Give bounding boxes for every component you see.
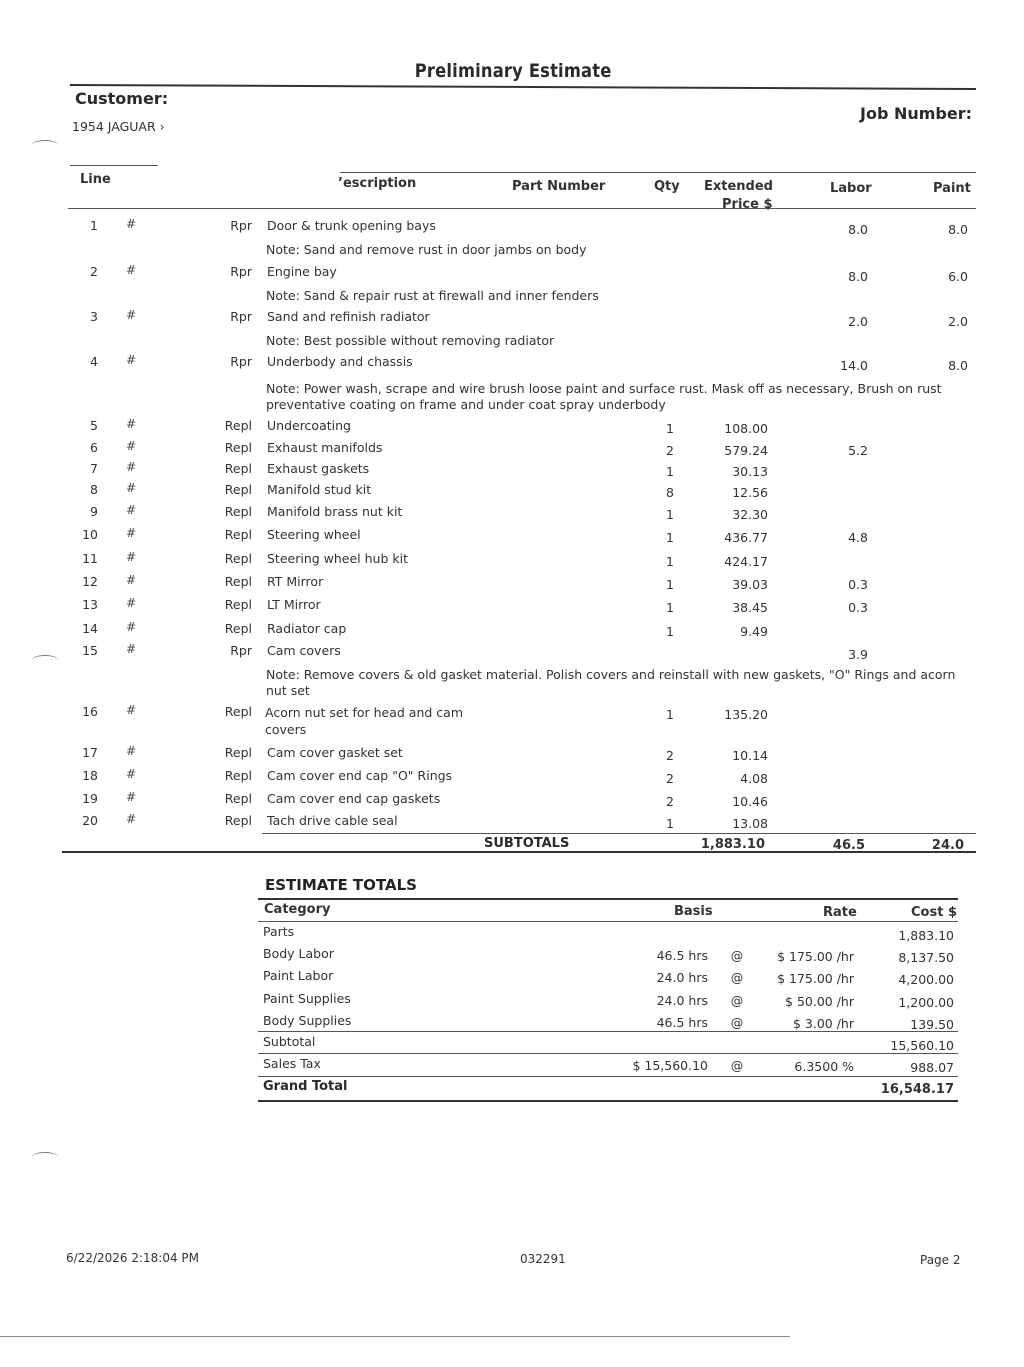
subtotal-price: 1,883.10	[700, 837, 765, 852]
row-line-number: 2	[90, 264, 98, 279]
row-line-number: 15	[82, 643, 98, 658]
row-line-number: 8	[90, 482, 98, 497]
row-extended-price: 424.17	[724, 554, 768, 569]
row-description: Steering wheel hub kit	[267, 551, 408, 566]
row-qty: 1	[666, 507, 674, 522]
row-operation: Rpr	[230, 354, 252, 369]
footer-page: Page 2	[920, 1253, 961, 1267]
totals-rate: $ 3.00 /hr	[792, 1016, 854, 1031]
grand-total-label: Grand Total	[263, 1079, 348, 1094]
row-extended-price: 9.49	[740, 624, 768, 639]
row-qty: 1	[666, 816, 674, 831]
totals-category: Parts	[263, 924, 295, 939]
totals-category: Subtotal	[263, 1034, 316, 1049]
row-qty: 1	[666, 577, 674, 592]
row-description: Exhaust gaskets	[267, 461, 370, 476]
estimate-totals-title: ESTIMATE TOTALS	[265, 876, 417, 894]
row-qty: 2	[666, 794, 674, 809]
row-labor: 4.8	[848, 530, 868, 545]
row-line-number: 1	[90, 218, 98, 233]
row-extended-price: 579.24	[724, 443, 768, 458]
totals-category: Body Supplies	[263, 1013, 352, 1028]
row-operation: Repl	[224, 461, 252, 476]
row-description: Steering wheel	[267, 527, 361, 542]
row-qty: 1	[666, 554, 674, 569]
col-labor: Labor	[830, 181, 872, 196]
row-extended-price: 10.14	[732, 748, 768, 763]
totals-post-subtotal-rule	[258, 1053, 958, 1054]
row-line-number: 11	[82, 551, 98, 566]
row-paint: 6.0	[948, 269, 968, 284]
row-description: Manifold brass nut kit	[267, 504, 403, 519]
totals-basis: 24.0 hrs	[656, 970, 708, 985]
row-operation: Repl	[224, 574, 252, 589]
scan-edge-line	[0, 1336, 790, 1337]
totals-top-rule	[258, 898, 958, 900]
row-note: Note: Sand and remove rust in door jambs on body	[266, 242, 587, 257]
row-qty: 1	[666, 624, 674, 639]
header-bottom-rule	[68, 208, 976, 209]
row-labor: 14.0	[840, 358, 868, 373]
row-extended-price: 39.03	[732, 577, 768, 592]
row-qty: 1	[666, 421, 674, 436]
row-labor: 2.0	[848, 314, 868, 329]
row-line-number: 9	[90, 504, 98, 519]
row-paint: 2.0	[948, 314, 968, 329]
row-mark: #	[126, 767, 137, 781]
row-note: Note: Power wash, scrape and wire brush loose paint and surface rust. Mask off as necessary, Brush on rust preventative coating on frame and under coat spray underbody	[266, 381, 942, 412]
row-qty: 8	[666, 485, 674, 500]
col-description: ’escription	[338, 176, 417, 191]
row-operation: Repl	[224, 551, 252, 566]
row-operation: Rpr	[230, 309, 252, 324]
row-line-number: 18	[82, 768, 98, 783]
row-line-number: 17	[82, 745, 98, 760]
totals-category: Paint Supplies	[263, 991, 351, 1006]
row-mark: #	[126, 550, 137, 564]
row-mark: #	[126, 460, 137, 474]
row-description: Engine bay	[267, 264, 337, 279]
totals-col-cost: Cost $	[911, 905, 957, 920]
customer-label: Customer:	[75, 89, 169, 108]
row-mark: #	[126, 642, 137, 656]
row-note: Note: Remove covers & old gasket material. Polish covers and reinstall with new gaskets, "O" Rings and acorn nut set	[266, 667, 956, 698]
totals-cost: 1,883.10	[898, 928, 954, 943]
row-qty: 2	[666, 443, 674, 458]
row-mark: #	[126, 620, 137, 634]
row-mark: #	[126, 263, 137, 277]
col-part-number: Part Number	[512, 179, 606, 194]
row-extended-price: 12.56	[732, 485, 768, 500]
row-description: RT Mirror	[267, 574, 324, 589]
totals-col-basis: Basis	[674, 904, 713, 919]
punch-mark	[32, 140, 58, 150]
totals-rate: $ 175.00 /hr	[777, 971, 854, 986]
subtotals-label: SUBTOTALS	[484, 836, 570, 851]
punch-mark	[32, 655, 58, 665]
row-description: Sand and refinish radiator	[267, 309, 430, 324]
row-line-number: 20	[82, 813, 98, 828]
totals-rate: 6.3500 %	[794, 1059, 854, 1074]
totals-cost: 1,200.00	[898, 995, 954, 1010]
row-mark: #	[126, 573, 137, 587]
row-extended-price: 436.77	[724, 530, 768, 545]
row-description: Cam cover end cap gaskets	[267, 791, 441, 806]
row-operation: Repl	[224, 621, 252, 636]
subtotal-labor: 46.5	[832, 838, 865, 853]
row-extended-price: 135.20	[724, 707, 768, 722]
row-mark: #	[126, 790, 137, 804]
row-qty: 1	[666, 530, 674, 545]
row-description: Door & trunk opening bays	[267, 218, 436, 233]
row-line-number: 3	[90, 309, 98, 324]
row-operation: Rpr	[230, 643, 252, 658]
row-operation: Repl	[224, 745, 252, 760]
subtotal-bottom-rule	[62, 851, 976, 853]
footer-code: 032291	[520, 1252, 566, 1266]
totals-header-rule	[258, 921, 958, 922]
row-operation: Repl	[224, 504, 252, 519]
row-labor: 8.0	[848, 222, 868, 237]
row-description: LT Mirror	[267, 597, 321, 612]
row-line-number: 19	[82, 791, 98, 806]
row-description: Acorn nut set for head and cam covers	[265, 705, 464, 737]
row-operation: Rpr	[230, 264, 252, 279]
vehicle-label: 1954 JAGUAR ›	[72, 119, 165, 134]
totals-at-sign: @	[730, 1015, 744, 1030]
row-operation: Repl	[224, 418, 252, 433]
row-mark: #	[126, 217, 137, 231]
row-line-number: 14	[82, 621, 98, 636]
row-description: Undercoating	[267, 418, 351, 433]
row-description: Manifold stud kit	[267, 482, 372, 497]
row-operation: Rpr	[230, 218, 252, 233]
row-operation: Repl	[224, 768, 252, 783]
row-description: Exhaust manifolds	[267, 440, 383, 455]
job-number-label: Job Number:	[860, 104, 973, 123]
row-operation: Repl	[224, 704, 252, 719]
row-line-number: 12	[82, 574, 98, 589]
col-qty: Qty	[654, 179, 680, 194]
row-mark: #	[126, 526, 137, 540]
row-qty: 2	[666, 771, 674, 786]
row-paint: 8.0	[948, 222, 968, 237]
totals-basis: 46.5 hrs	[656, 948, 708, 963]
row-line-number: 16	[82, 704, 98, 719]
desc-header-rule	[340, 172, 976, 173]
totals-pre-subtotal-rule	[258, 1031, 958, 1032]
row-line-number: 6	[90, 440, 98, 455]
row-qty: 1	[666, 464, 674, 479]
line-header-rule	[70, 165, 158, 166]
row-line-number: 7	[90, 461, 98, 476]
row-operation: Repl	[224, 791, 252, 806]
page-title: Preliminary Estimate	[414, 60, 612, 82]
row-qty: 1	[666, 600, 674, 615]
row-line-number: 4	[90, 354, 98, 369]
row-line-number: 13	[82, 597, 98, 612]
punch-mark	[32, 1152, 58, 1162]
footer-datetime: 6/22/2026 2:18:04 PM	[66, 1251, 200, 1265]
row-description: Radiator cap	[267, 621, 347, 636]
totals-at-sign: @	[730, 948, 744, 963]
row-operation: Repl	[224, 597, 252, 612]
row-labor: 0.3	[848, 577, 868, 592]
totals-basis: 46.5 hrs	[656, 1015, 708, 1030]
totals-at-sign: @	[730, 970, 744, 985]
row-labor: 3.9	[848, 647, 868, 662]
row-mark: #	[126, 703, 137, 717]
totals-at-sign: @	[730, 1058, 744, 1073]
row-qty: 1	[666, 707, 674, 722]
row-note: Note: Best possible without removing radiator	[266, 333, 555, 348]
row-extended-price: 13.08	[732, 816, 768, 831]
totals-cost: 8,137.50	[898, 950, 954, 965]
totals-cost: 988.07	[910, 1060, 954, 1075]
col-extended: Extended	[704, 179, 773, 194]
totals-bottom-rule	[258, 1100, 958, 1102]
row-operation: Repl	[224, 527, 252, 542]
row-mark: #	[126, 481, 137, 495]
row-description: Underbody and chassis	[267, 354, 413, 369]
totals-category: Sales Tax	[263, 1056, 321, 1071]
row-description: Cam cover gasket set	[267, 745, 403, 760]
row-extended-price: 4.08	[740, 771, 768, 786]
row-mark: #	[126, 503, 137, 517]
totals-col-rate: Rate	[823, 905, 857, 920]
title-rule	[70, 84, 976, 90]
totals-category: Paint Labor	[263, 968, 334, 983]
totals-cost: 15,560.10	[890, 1038, 954, 1053]
totals-cost: 4,200.00	[898, 972, 954, 987]
row-operation: Repl	[224, 813, 252, 828]
row-labor: 8.0	[848, 269, 868, 284]
totals-col-category: Category	[264, 902, 331, 917]
row-note: Note: Sand & repair rust at firewall and inner fenders	[266, 288, 599, 303]
row-labor: 5.2	[848, 443, 868, 458]
subtotal-top-rule	[262, 833, 976, 834]
row-paint: 8.0	[948, 358, 968, 373]
row-description: Cam covers	[267, 643, 341, 658]
totals-basis: $ 15,560.10	[632, 1058, 708, 1073]
row-mark: #	[126, 353, 137, 367]
row-mark: #	[126, 308, 137, 322]
row-extended-price: 10.46	[732, 794, 768, 809]
row-description: Cam cover end cap "O" Rings	[267, 768, 453, 783]
row-operation: Repl	[224, 440, 252, 455]
totals-pre-grand-rule	[258, 1076, 958, 1077]
row-mark: #	[126, 439, 137, 453]
row-extended-price: 30.13	[732, 464, 768, 479]
row-line-number: 5	[90, 418, 98, 433]
grand-total-value: 16,548.17	[880, 1082, 954, 1097]
col-line: Line	[80, 172, 111, 187]
row-mark: #	[126, 812, 137, 826]
row-line-number: 10	[82, 527, 98, 542]
totals-at-sign: @	[730, 993, 744, 1008]
row-description: Tach drive cable seal	[267, 813, 398, 828]
row-mark: #	[126, 744, 137, 758]
row-operation: Repl	[224, 482, 252, 497]
subtotal-paint: 24.0	[931, 838, 964, 853]
totals-category: Body Labor	[263, 946, 334, 961]
totals-rate: $ 175.00 /hr	[777, 949, 854, 964]
row-extended-price: 38.45	[732, 600, 768, 615]
row-extended-price: 108.00	[724, 421, 768, 436]
row-mark: #	[126, 417, 137, 431]
col-paint: Paint	[933, 181, 971, 196]
row-qty: 2	[666, 748, 674, 763]
totals-cost: 139.50	[910, 1017, 954, 1032]
row-extended-price: 32.30	[732, 507, 768, 522]
col-price: Price $	[722, 197, 773, 212]
row-labor: 0.3	[848, 600, 868, 615]
row-mark: #	[126, 596, 137, 610]
totals-basis: 24.0 hrs	[656, 993, 708, 1008]
totals-rate: $ 50.00 /hr	[785, 994, 854, 1009]
